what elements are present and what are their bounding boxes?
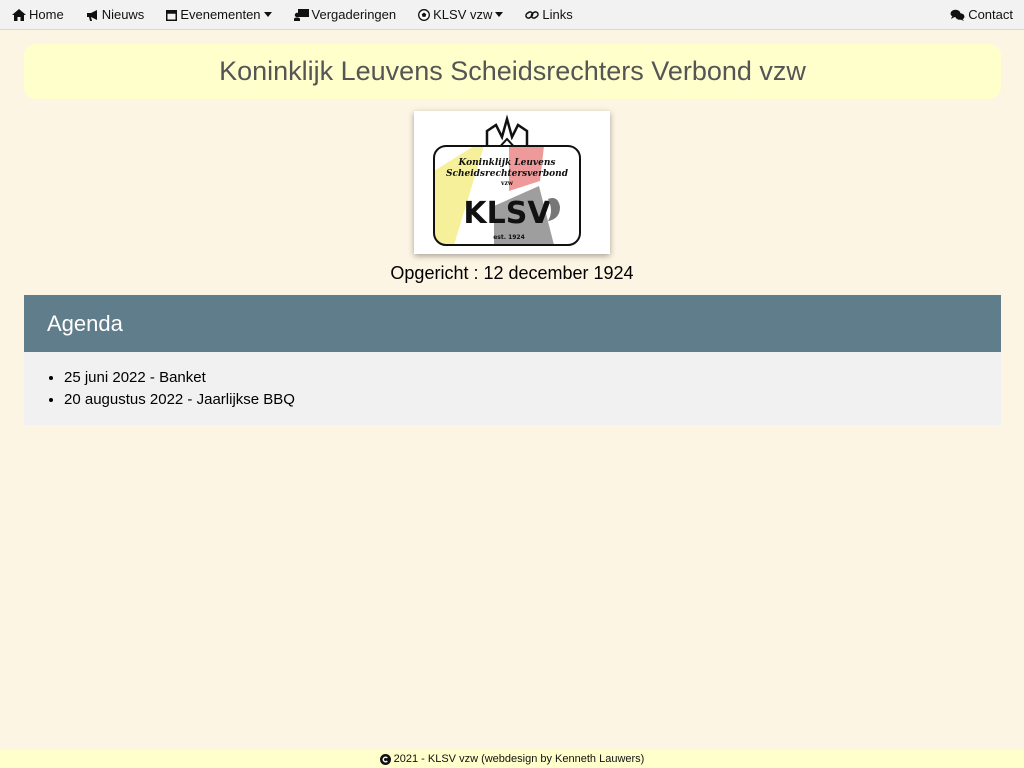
logo-mark: KLSV <box>463 196 551 231</box>
bullhorn-icon <box>86 9 99 21</box>
calendar-icon <box>166 9 177 21</box>
logo-line2: Scheidsrechtersverbond <box>445 169 569 179</box>
nav-links[interactable] <box>514 0 583 30</box>
nav-nieuws[interactable] <box>75 0 156 30</box>
chat-icon <box>950 9 965 21</box>
nav-links-label: Links <box>542 7 573 22</box>
hero-banner <box>24 44 1001 99</box>
nav-contact[interactable] <box>939 0 1024 30</box>
agenda-item: • 25 juni 2022 - Banket <box>64 367 1001 389</box>
logo-line1: Koninklijk Leuvens <box>458 158 556 168</box>
top-navbar <box>0 0 1024 30</box>
nav-vergaderingen[interactable] <box>283 0 408 30</box>
nav-home-label: Home <box>29 7 64 22</box>
home-icon <box>12 9 26 21</box>
nav-contact-label: Contact <box>968 7 1013 22</box>
caret-down-icon <box>264 12 272 18</box>
meeting-icon <box>294 9 309 21</box>
nav-vergaderingen-label: Vergaderingen <box>311 7 397 22</box>
caret-down-icon <box>495 12 503 18</box>
agenda-title: Agenda <box>47 310 123 336</box>
nav-home[interactable] <box>0 0 75 30</box>
logo-line3: vzw <box>500 180 514 187</box>
founded-date: Opgericht : 12 december 1924 <box>390 263 634 283</box>
footer-text: 2021 - KLSV vzw (webdesign by Kenneth Lauwers) <box>393 753 645 765</box>
nav-klsv-label: KLSV vzw <box>433 7 493 22</box>
nav-klsv[interactable] <box>407 0 514 30</box>
soccer-ball-icon <box>418 9 430 21</box>
link-icon <box>525 9 539 21</box>
logo-est: est. 1924 <box>493 234 525 241</box>
club-logo <box>414 111 610 254</box>
nav-evenementen[interactable] <box>155 0 282 30</box>
agenda-header <box>24 295 1001 352</box>
copyright-icon <box>380 754 391 765</box>
page-title: Koninklijk Leuvens Scheidsrechters Verbond vzw <box>219 56 806 86</box>
nav-nieuws-label: Nieuws <box>101 7 145 22</box>
agenda-body <box>24 352 1001 425</box>
agenda-item: • 20 augustus 2022 - Jaarlijkse BBQ <box>64 389 1001 411</box>
nav-evenementen-label: Evenementen <box>180 7 261 22</box>
page-footer <box>0 750 1024 768</box>
agenda-list <box>64 367 1001 411</box>
